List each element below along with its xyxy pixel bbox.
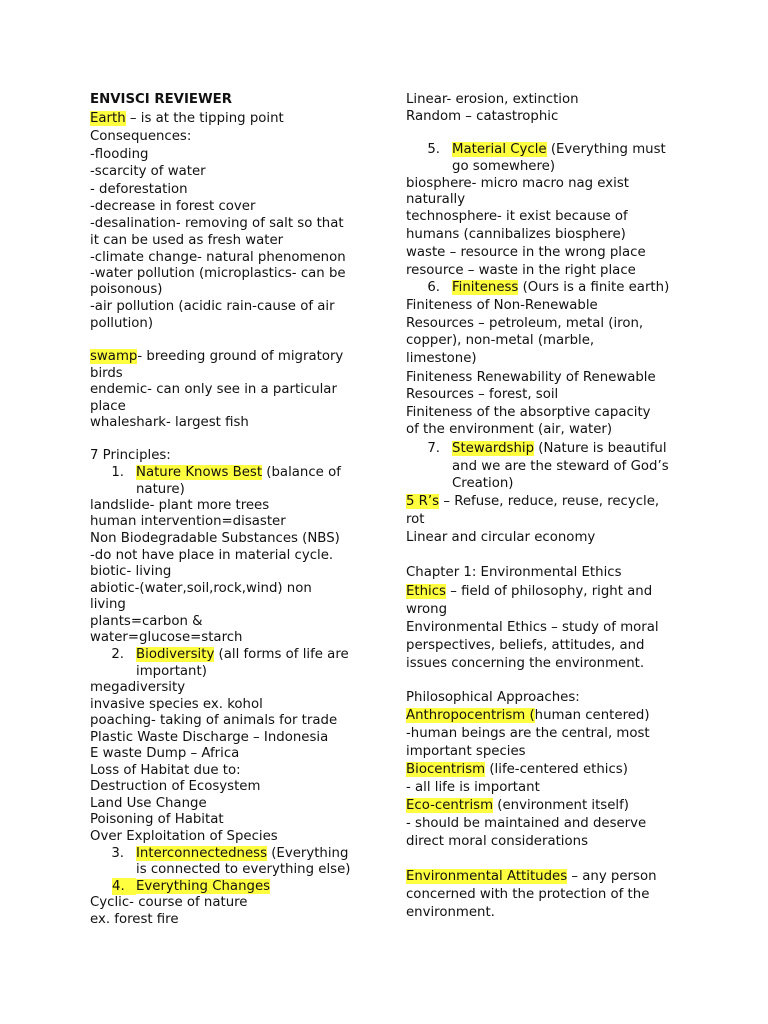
text-line: important species xyxy=(406,744,526,759)
text-line: -do not have place in material cycle. xyxy=(90,548,334,563)
principle-description: (balance of xyxy=(262,465,341,480)
anthropocentrism-definition: human centered) xyxy=(534,708,650,723)
ecocentrism-term: Eco-centrism xyxy=(406,798,494,813)
text-line: invasive species ex. kohol xyxy=(90,697,263,712)
swamp-line xyxy=(90,348,343,365)
principle-term: Material Cycle xyxy=(452,142,547,157)
text-line: plants=carbon & xyxy=(90,614,203,629)
text-line: Loss of Habitat due to: xyxy=(90,763,241,778)
consequence-item: -climate change- natural phenomenon xyxy=(90,250,346,265)
text-line: landslide- plant more trees xyxy=(90,498,270,513)
consequence-item: -decrease in forest cover xyxy=(90,199,256,214)
five-rs-line xyxy=(406,493,659,510)
principle-term: Nature Knows Best xyxy=(136,465,263,480)
text-line: copper), non-metal (marble, xyxy=(406,333,595,348)
principle-term: Everything Changes xyxy=(136,879,271,894)
anthropocentrism-term: Anthropocentrism ( xyxy=(406,708,535,723)
principle-description: (Nature is beautiful xyxy=(534,441,667,456)
anthropocentrism-line xyxy=(406,707,650,724)
text-line: - all life is important xyxy=(406,780,540,795)
text-line: Cyclic- course of nature xyxy=(90,895,248,910)
list-number: 2. xyxy=(111,647,124,662)
ecocentrism-line xyxy=(406,797,629,814)
text-line: Environmental Ethics – study of moral xyxy=(406,620,659,635)
earth-term: Earth xyxy=(90,111,126,126)
text-line: megadiversity xyxy=(90,680,186,695)
consequence-item: -flooding xyxy=(90,147,149,162)
biocentrism-term: Biocentrism xyxy=(406,762,486,777)
approaches-heading: Philosophical Approaches: xyxy=(406,690,580,705)
consequence-item: poisonous) xyxy=(90,282,163,297)
text-line: Finiteness of the absorptive capacity xyxy=(406,405,651,420)
biocentrism-line xyxy=(406,761,628,778)
text-line: Land Use Change xyxy=(90,796,207,811)
list-number: 7. xyxy=(427,441,440,456)
text-line: wrong xyxy=(406,602,448,617)
text-line: technosphere- it exist because of xyxy=(406,209,628,224)
principle-description: (Everything must xyxy=(546,142,666,157)
text-line: Resources – forest, soil xyxy=(406,387,559,402)
earth-line xyxy=(90,110,284,127)
principle-2 xyxy=(90,646,349,663)
list-number: 1. xyxy=(111,465,124,480)
consequence-item: pollution) xyxy=(90,316,154,331)
principle-4 xyxy=(90,878,270,895)
ethics-definition: – field of philosophy, right and xyxy=(445,584,653,599)
consequence-item: -desalination- removing of salt so that xyxy=(90,216,344,231)
consequence-item: -air pollution (acidic rain-cause of air xyxy=(90,299,335,314)
text-line: humans (cannibalizes biosphere) xyxy=(406,227,626,242)
earth-definition: – is at the tipping point xyxy=(125,111,284,126)
text-line: waste – resource in the wrong place xyxy=(406,245,646,260)
principle-3 xyxy=(90,845,348,862)
text-line: endemic- can only see in a particular xyxy=(90,382,337,397)
swamp-definition: - breeding ground of migratory xyxy=(137,349,344,364)
chapter-heading: Chapter 1: Environmental Ethics xyxy=(406,565,622,580)
list-number: 6. xyxy=(427,280,440,295)
text-line: Finiteness of Non-Renewable xyxy=(406,298,598,313)
attitudes-definition: – any person xyxy=(567,869,657,884)
consequence-item: it can be used as fresh water xyxy=(90,233,284,248)
text-line: rot xyxy=(406,512,425,527)
list-number: 3. xyxy=(111,846,124,861)
text-line: Linear and circular economy xyxy=(406,530,596,545)
principle-term: Finiteness xyxy=(452,280,519,295)
consequence-item: -scarcity of water xyxy=(90,164,206,179)
text-line: Creation) xyxy=(452,476,514,491)
text-line: biosphere- micro macro nag exist xyxy=(406,176,629,191)
text-line: whaleshark- largest fish xyxy=(90,415,249,430)
text-line: important) xyxy=(136,664,207,679)
document-title: ENVISCI REVIEWER xyxy=(90,92,232,107)
text-line: water=glucose=starch xyxy=(90,630,243,645)
text-line: Finiteness Renewability of Renewable xyxy=(406,370,656,385)
text-line: Destruction of Ecosystem xyxy=(90,779,261,794)
text-line: Poisoning of Habitat xyxy=(90,812,224,827)
text-line: issues concerning the environment. xyxy=(406,656,645,671)
text-line: - should be maintained and deserve xyxy=(406,816,647,831)
principle-1 xyxy=(90,464,341,481)
text-line: Plastic Waste Discharge – Indonesia xyxy=(90,730,329,745)
principle-description: (Everything xyxy=(267,846,349,861)
text-line: nature) xyxy=(136,482,185,497)
text-line: is connected to everything else) xyxy=(136,862,351,877)
principle-description: (all forms of life are xyxy=(214,647,349,662)
ecocentrism-definition: (environment itself) xyxy=(493,798,629,813)
text-line: -human beings are the central, most xyxy=(406,726,650,741)
text-line: Linear- erosion, extinction xyxy=(406,92,579,107)
principle-6 xyxy=(406,279,669,296)
text-line: Random – catastrophic xyxy=(406,109,559,124)
principle-7 xyxy=(406,440,667,457)
list-number: 5. xyxy=(427,142,440,157)
text-line: direct moral considerations xyxy=(406,834,588,849)
text-line: resource – waste in the right place xyxy=(406,263,636,278)
text-line: place xyxy=(90,399,126,414)
text-line: human intervention=disaster xyxy=(90,514,286,529)
five-rs-term: 5 R’s xyxy=(406,494,440,509)
text-line: poaching- taking of animals for trade xyxy=(90,713,338,728)
principle-5 xyxy=(406,141,666,158)
attitudes-line xyxy=(406,868,657,885)
list-number: 4. xyxy=(112,878,136,895)
text-line: go somewhere) xyxy=(452,159,556,174)
consequence-item: -water pollution (microplastics- can be xyxy=(90,266,346,281)
principle-term: Stewardship xyxy=(452,441,535,456)
text-line: abiotic-(water,soil,rock,wind) non xyxy=(90,581,312,596)
text-line: limestone) xyxy=(406,351,477,366)
text-line: ex. forest fire xyxy=(90,912,179,927)
swamp-term: swamp xyxy=(90,349,138,364)
text-line: birds xyxy=(90,366,123,381)
text-line: E waste Dump – Africa xyxy=(90,746,240,761)
text-line: naturally xyxy=(406,192,466,207)
principle-description: (Ours is a finite earth) xyxy=(518,280,670,295)
text-line: concerned with the protection of the xyxy=(406,887,650,902)
text-line: living xyxy=(90,597,126,612)
principle-term: Interconnectedness xyxy=(136,846,268,861)
text-line: and we are the steward of God’s xyxy=(452,459,669,474)
text-line: Non Biodegradable Substances (NBS) xyxy=(90,531,340,546)
text-line: of the environment (air, water) xyxy=(406,422,613,437)
principles-heading: 7 Principles: xyxy=(90,448,171,463)
text-line: Resources – petroleum, metal (iron, xyxy=(406,316,644,331)
consequence-item: - deforestation xyxy=(90,182,188,197)
text-line: perspectives, beliefs, attitudes, and xyxy=(406,638,645,653)
attitudes-term: Environmental Attitudes xyxy=(406,869,568,884)
consequences-heading: Consequences: xyxy=(90,129,192,144)
text-line: biotic- living xyxy=(90,564,172,579)
five-rs-definition: – Refuse, reduce, reuse, recycle, xyxy=(439,494,660,509)
text-line: Over Exploitation of Species xyxy=(90,829,278,844)
ethics-term: Ethics xyxy=(406,584,446,599)
principle-term: Biodiversity xyxy=(136,647,215,662)
ethics-line xyxy=(406,583,652,600)
biocentrism-definition: (life-centered ethics) xyxy=(485,762,628,777)
text-line: environment. xyxy=(406,905,495,920)
